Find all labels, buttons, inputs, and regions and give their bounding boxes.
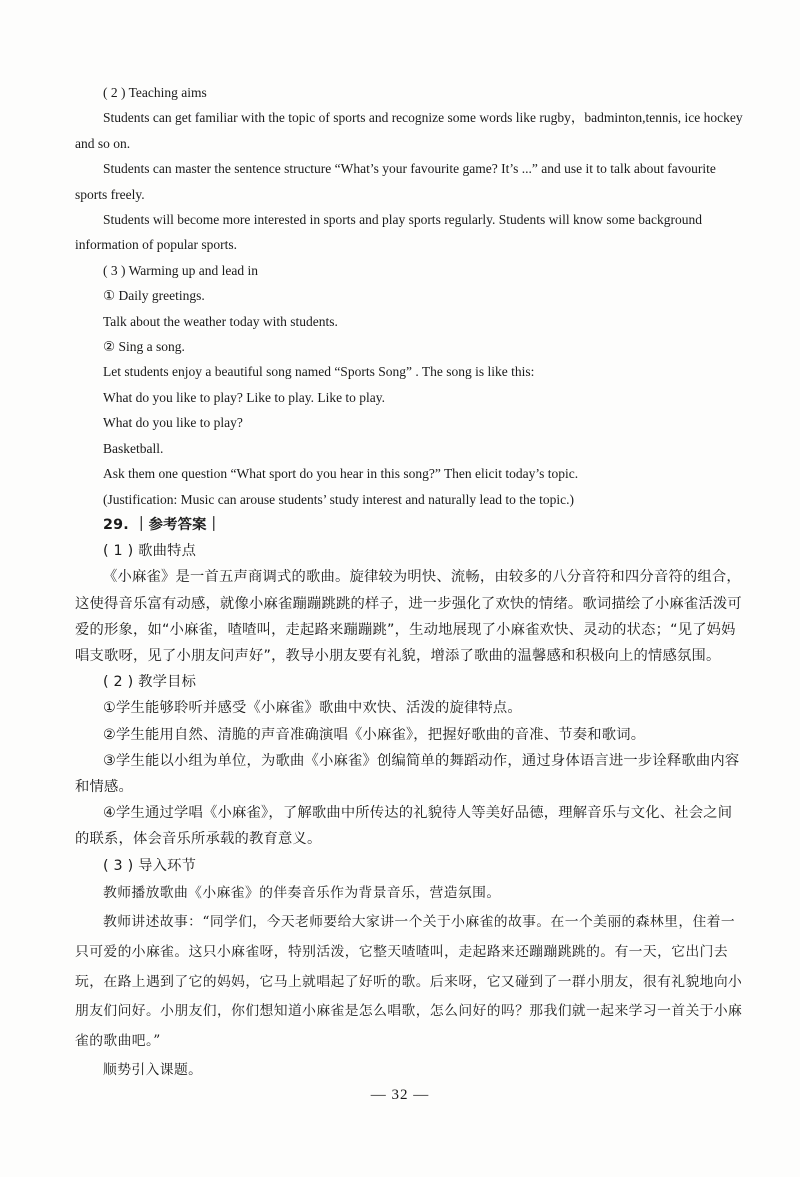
teaching-aim-2: Students can master the sentence structure “What’s your favourite game? It’s ...” and use it to talk about favourite sports freely. (75, 161, 716, 202)
teaching-aims-heading: ( 2 ) Teaching aims (103, 85, 207, 100)
step-1-detail: Talk about the weather today with students. (103, 313, 338, 329)
intro-step-3: 顺势引入课题。 (103, 1062, 203, 1079)
page-number: — 32 — (370, 1087, 430, 1103)
step-1: ① Daily greetings. (103, 288, 205, 304)
justification-note: (Justification: Music can arouse students’ study interest and naturally lead to the topic.) (103, 491, 575, 507)
intro-step-1: 教师播放歌曲《小麻雀》的伴奏音乐作为背景音乐，营造氛围。 (103, 884, 501, 901)
step-2-detail: Let students enjoy a beautiful song named “Sports Song” . The song is like this: (103, 364, 535, 380)
teaching-aim-3: Students will become more interested in sports and play sports regularly. Students will know some background information of popular sports. (75, 212, 703, 253)
song-features-text: 《小麻雀》是一首五声商调式的歌曲。旋律较为明快、流畅，由较多的八分音符和四分音符的组合，这使得音乐富有动感，就像小麻雀蹦蹦跳跳的样子，进一步强化了欢快的情绪。歌词描绘了小麻雀活泼可爱的形象，如“小麻雀，喳喳叫，走起路来蹦蹦跳”，生动地展现了小麻雀欢快、灵动的状态；“见了妈妈唱支歌呀，见了小朋友问声好”，教导小朋友要有礼貌，增添了歌曲的温馨感和积极向上的情感氛围。 (75, 569, 742, 664)
teaching-aim-1: Students can get familiar with the topic of sports and recognize some words like rugby，badminton,tennis, ice hockey and so on. (75, 110, 743, 151)
teaching-goals-heading: ( 2 ) 教学目标 (103, 674, 197, 691)
teaching-goal-1: ①学生能够聆听并感受《小麻雀》歌曲中欢快、活泼的旋律特点。 (103, 700, 522, 717)
elicit-question: Ask them one question “What sport do you hear in this song?” Then elicit today’s topic. (103, 466, 579, 482)
intro-heading: ( 3 ) 导入环节 (103, 857, 197, 874)
intro-story: 教师讲述故事：“同学们，今天老师要给大家讲一个关于小麻雀的故事。在一个美丽的森林里，住着一只可爱的小麻雀。这只小麻雀呀，特别活泼，它整天喳喳叫，走起路来还蹦蹦跳跳的。有一天，它出门去玩，在路上遇到了它的妈妈，它马上就唱起了好听的歌。后来呀，它又碰到了一群小朋友，很有礼貌地向小朋友们问好。小朋友们，你们想知道小麻雀是怎么唱歌，怎么问好的吗？那我们就一起来学习一首关于小麻雀的歌曲吧。” (75, 914, 743, 1049)
teaching-goal-3: ③学生能以小组为单位，为歌曲《小麻雀》创编简单的舞蹈动作，通过身体语言进一步诠释歌曲内容和情感。 (75, 752, 740, 795)
song-lyric-2: What do you like to play? (103, 415, 243, 431)
song-lyric-3: Basketball. (103, 440, 164, 456)
step-2: ② Sing a song. (103, 339, 185, 355)
page-content (75, 80, 745, 1086)
song-lyric-1: What do you like to play? Like to play. Like to play. (103, 389, 386, 405)
warmup-heading: ( 3 ) Warming up and lead in (103, 262, 258, 278)
question-29-header: 29. ｜参考答案｜ (103, 516, 222, 533)
teaching-goal-4: ④学生通过学唱《小麻雀》，了解歌曲中所传达的礼貌待人等美好品德，理解音乐与文化、社会之间的联系，体会音乐所承载的教育意义。 (75, 805, 733, 848)
song-features-heading: ( 1 ) 歌曲特点 (103, 543, 197, 560)
teaching-goal-2: ②学生能用自然、清脆的声音准确演唱《小麻雀》，把握好歌曲的音准、节奏和歌词。 (103, 726, 646, 743)
